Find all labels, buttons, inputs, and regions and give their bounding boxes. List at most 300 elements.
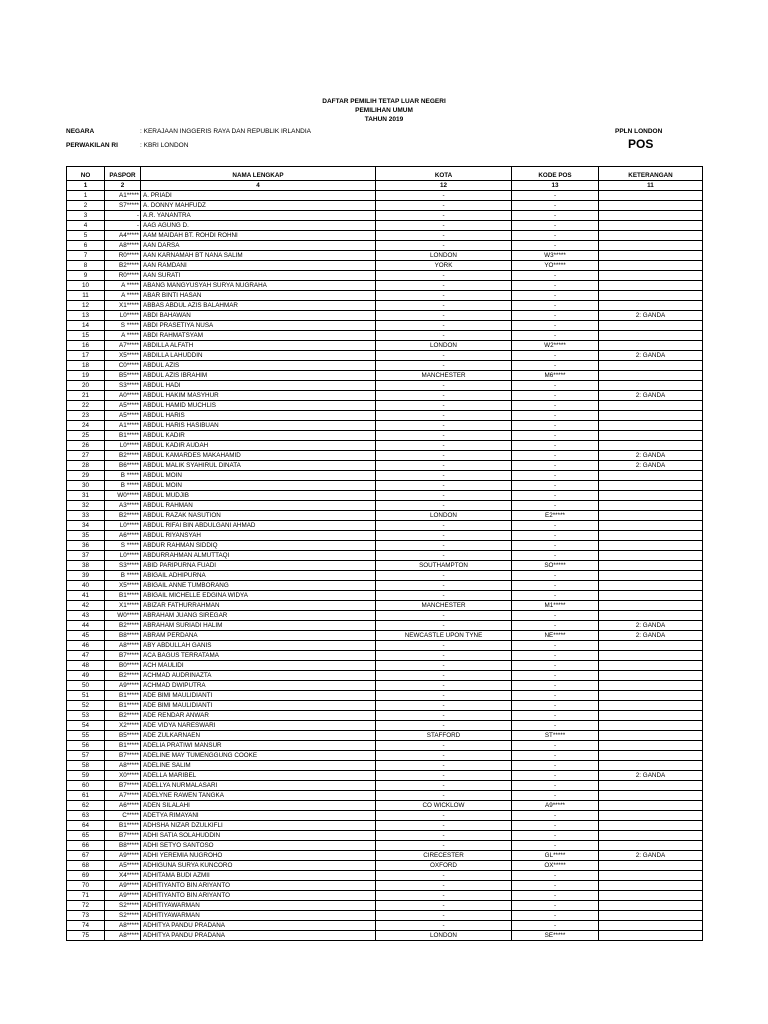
table-row (67, 791, 703, 801)
cell-paspor: A6***** (105, 801, 141, 811)
cell-keterangan (599, 691, 703, 701)
table-row (67, 331, 703, 341)
table-row (67, 851, 703, 861)
cell-nama: ABDUL HARIS (141, 411, 376, 421)
table-row (67, 461, 703, 471)
negara-label: NEGARA (66, 128, 95, 135)
cell-no: 60 (67, 781, 105, 791)
cell-kota: - (376, 521, 512, 531)
cell-paspor: B1***** (105, 701, 141, 711)
cell-no: 18 (67, 361, 105, 371)
cell-nama: ADELINE MAY TUMENGGUNG COOKE (141, 751, 376, 761)
cell-paspor: B2***** (105, 261, 141, 271)
cell-no: 66 (67, 841, 105, 851)
cell-nama: AAG AGUNG D. (141, 221, 376, 231)
cell-paspor: A5***** (105, 401, 141, 411)
cell-keterangan (599, 601, 703, 611)
cell-no: 13 (67, 311, 105, 321)
cell-paspor: A9***** (105, 681, 141, 691)
cell-no: 44 (67, 621, 105, 631)
cell-kota: - (376, 241, 512, 251)
table-row (67, 351, 703, 361)
cell-kode-pos: - (512, 531, 599, 541)
cell-keterangan (599, 731, 703, 741)
cell-nama: ADHITIYAWARMAN (141, 911, 376, 921)
cell-no: 49 (67, 671, 105, 681)
cell-keterangan (599, 591, 703, 601)
cell-no: 63 (67, 811, 105, 821)
cell-kode-pos: - (512, 751, 599, 761)
column-number: 11 (599, 181, 703, 191)
cell-no: 8 (67, 261, 105, 271)
cell-no: 16 (67, 341, 105, 351)
cell-no: 74 (67, 921, 105, 931)
cell-kota: - (376, 231, 512, 241)
cell-keterangan (599, 341, 703, 351)
table-row (67, 811, 703, 821)
table-row (67, 731, 703, 741)
cell-kode-pos: - (512, 481, 599, 491)
cell-paspor: B8***** (105, 631, 141, 641)
cell-kota: - (376, 271, 512, 281)
cell-paspor: X4***** (105, 871, 141, 881)
title-line-2: PEMILIHAN UMUM (355, 107, 413, 114)
cell-keterangan: 2: GANDA (599, 771, 703, 781)
cell-kota: STAFFORD (376, 731, 512, 741)
cell-kota: - (376, 781, 512, 791)
cell-kode-pos: - (512, 191, 599, 201)
cell-nama: ABDUL HARIS HASIBUAN (141, 421, 376, 431)
table-row (67, 871, 703, 881)
cell-keterangan: 2: GANDA (599, 451, 703, 461)
cell-nama: ACH MAULIDI (141, 661, 376, 671)
cell-keterangan (599, 231, 703, 241)
cell-keterangan (599, 841, 703, 851)
cell-kode-pos: NE***** (512, 631, 599, 641)
cell-keterangan (599, 411, 703, 421)
cell-nama: ABDUL MOIN (141, 481, 376, 491)
cell-no: 68 (67, 861, 105, 871)
cell-keterangan (599, 521, 703, 531)
cell-paspor: B ***** (105, 571, 141, 581)
cell-kode-pos: - (512, 411, 599, 421)
cell-kota: - (376, 691, 512, 701)
column-number: 1 (67, 181, 105, 191)
cell-kode-pos: - (512, 461, 599, 471)
cell-no: 46 (67, 641, 105, 651)
cell-no: 53 (67, 711, 105, 721)
cell-nama: ABBAS ABDUL AZIS BALAHMAR (141, 301, 376, 311)
cell-nama: ADE BIMI MAULIDIANTI (141, 701, 376, 711)
cell-nama: ADHI YEREMIA NUGROHO (141, 851, 376, 861)
column-number: 13 (512, 181, 599, 191)
cell-kode-pos: - (512, 611, 599, 621)
table-row (67, 761, 703, 771)
cell-no: 64 (67, 821, 105, 831)
table-row (67, 431, 703, 441)
cell-keterangan (599, 511, 703, 521)
cell-no: 26 (67, 441, 105, 451)
cell-kota: - (376, 531, 512, 541)
cell-nama: ABDI PRASETIYA NUSA (141, 321, 376, 331)
cell-kode-pos: - (512, 281, 599, 291)
cell-keterangan (599, 401, 703, 411)
cell-paspor: L0***** (105, 441, 141, 451)
cell-nama: ABDUL AZIS IBRAHIM (141, 371, 376, 381)
cell-kota: - (376, 421, 512, 431)
cell-keterangan (599, 581, 703, 591)
cell-kode-pos: A9***** (512, 801, 599, 811)
cell-kode-pos: - (512, 301, 599, 311)
cell-no: 56 (67, 741, 105, 751)
table-row (67, 751, 703, 761)
cell-keterangan (599, 571, 703, 581)
cell-keterangan (599, 471, 703, 481)
cell-no: 21 (67, 391, 105, 401)
cell-kota: LONDON (376, 511, 512, 521)
cell-no: 47 (67, 651, 105, 661)
cell-no: 37 (67, 551, 105, 561)
cell-nama: ABIGAIL MICHELLE EDGINA WIDYA (141, 591, 376, 601)
table-row (67, 311, 703, 321)
cell-keterangan (599, 751, 703, 761)
cell-paspor: S2***** (105, 901, 141, 911)
cell-paspor: B1***** (105, 741, 141, 751)
cell-kode-pos: - (512, 821, 599, 831)
cell-no: 40 (67, 581, 105, 591)
table-row (67, 921, 703, 931)
cell-no: 38 (67, 561, 105, 571)
cell-kota: - (376, 471, 512, 481)
cell-paspor: B1***** (105, 431, 141, 441)
cell-keterangan (599, 261, 703, 271)
cell-no: 11 (67, 291, 105, 301)
cell-paspor: L0***** (105, 551, 141, 561)
cell-kota: CIRECESTER (376, 851, 512, 861)
cell-nama: ADHITAMA BUDI AZMII (141, 871, 376, 881)
table-row (67, 691, 703, 701)
cell-paspor: X1***** (105, 301, 141, 311)
cell-kode-pos: - (512, 431, 599, 441)
column-header-kota: KOTA (376, 167, 512, 181)
table-row (67, 271, 703, 281)
table-row (67, 201, 703, 211)
cell-keterangan (599, 871, 703, 881)
cell-kode-pos: - (512, 311, 599, 321)
cell-kota: - (376, 441, 512, 451)
cell-no: 4 (67, 221, 105, 231)
cell-paspor: A ***** (105, 331, 141, 341)
table-row (67, 671, 703, 681)
cell-nama: ABDUL KADIR AUDAH (141, 441, 376, 451)
cell-no: 65 (67, 831, 105, 841)
cell-paspor: A9***** (105, 881, 141, 891)
cell-paspor: A6***** (105, 531, 141, 541)
cell-keterangan (599, 491, 703, 501)
table-row (67, 801, 703, 811)
cell-nama: A.R. YANANTRA (141, 211, 376, 221)
cell-keterangan (599, 611, 703, 621)
cell-paspor: A9***** (105, 851, 141, 861)
cell-paspor: A3***** (105, 501, 141, 511)
cell-paspor: S3***** (105, 561, 141, 571)
cell-nama: A. DONNY MAHFUDZ (141, 201, 376, 211)
cell-keterangan: 2: GANDA (599, 461, 703, 471)
cell-kota: - (376, 451, 512, 461)
cell-kota: - (376, 221, 512, 231)
cell-kota: - (376, 831, 512, 841)
cell-no: 35 (67, 531, 105, 541)
table-row (67, 441, 703, 451)
cell-nama: ACHMAD AUDRINAZTA (141, 671, 376, 681)
cell-nama: ABDI BAHAWAN (141, 311, 376, 321)
cell-kota: - (376, 431, 512, 441)
cell-kode-pos: - (512, 291, 599, 301)
cell-nama: ABAR BINTI HASAN (141, 291, 376, 301)
cell-paspor: - (105, 221, 141, 231)
cell-kota: - (376, 401, 512, 411)
cell-no: 50 (67, 681, 105, 691)
cell-kode-pos: - (512, 811, 599, 821)
cell-kota: - (376, 361, 512, 371)
cell-kota: LONDON (376, 931, 512, 941)
cell-kode-pos: - (512, 201, 599, 211)
table-row (67, 481, 703, 491)
cell-no: 54 (67, 721, 105, 731)
cell-no: 39 (67, 571, 105, 581)
cell-nama: ABDUL HAMID MUCHLIS (141, 401, 376, 411)
cell-paspor: B5***** (105, 731, 141, 741)
table-row (67, 371, 703, 381)
cell-keterangan (599, 271, 703, 281)
cell-paspor: S3***** (105, 381, 141, 391)
column-number: 4 (141, 181, 376, 191)
cell-nama: AAN DARSA (141, 241, 376, 251)
cell-no: 43 (67, 611, 105, 621)
table-row (67, 231, 703, 241)
cell-kode-pos: - (512, 921, 599, 931)
cell-paspor: A ***** (105, 291, 141, 301)
cell-kota: - (376, 871, 512, 881)
table-row (67, 501, 703, 511)
cell-keterangan (599, 381, 703, 391)
cell-keterangan (599, 811, 703, 821)
cell-paspor: A8***** (105, 921, 141, 931)
cell-kota: - (376, 291, 512, 301)
cell-keterangan (599, 801, 703, 811)
cell-keterangan (599, 931, 703, 941)
column-header-paspor: PASPOR (105, 167, 141, 181)
cell-kota: LONDON (376, 341, 512, 351)
cell-no: 41 (67, 591, 105, 601)
title-line-3: TAHUN 2019 (364, 116, 404, 123)
cell-kode-pos: - (512, 641, 599, 651)
cell-kode-pos: - (512, 241, 599, 251)
cell-keterangan (599, 821, 703, 831)
cell-keterangan (599, 221, 703, 231)
table-row (67, 491, 703, 501)
cell-paspor: A8***** (105, 931, 141, 941)
cell-no: 3 (67, 211, 105, 221)
cell-nama: ABRAHAM SURIADI HALIM (141, 621, 376, 631)
table-row (67, 401, 703, 411)
cell-kota: - (376, 821, 512, 831)
cell-kode-pos: - (512, 761, 599, 771)
cell-kode-pos: - (512, 501, 599, 511)
cell-kota: OXFORD (376, 861, 512, 871)
cell-keterangan (599, 301, 703, 311)
cell-kode-pos: - (512, 231, 599, 241)
cell-no: 5 (67, 231, 105, 241)
cell-nama: ABDILLA ALFATH (141, 341, 376, 351)
cell-nama: ABDILLA LAHUDDIN (141, 351, 376, 361)
cell-nama: ABDUL HADI (141, 381, 376, 391)
cell-no: 52 (67, 701, 105, 711)
cell-keterangan (599, 191, 703, 201)
cell-kota: YORK (376, 261, 512, 271)
table-row (67, 831, 703, 841)
cell-keterangan (599, 531, 703, 541)
cell-kode-pos: - (512, 831, 599, 841)
cell-kode-pos: W3***** (512, 251, 599, 261)
cell-kode-pos: - (512, 351, 599, 361)
cell-paspor: B7***** (105, 651, 141, 661)
cell-keterangan (599, 701, 703, 711)
cell-paspor: X2***** (105, 721, 141, 731)
cell-nama: ACHMAD DWIPUTRA (141, 681, 376, 691)
pos-label: POS (628, 137, 654, 151)
cell-paspor: B1***** (105, 591, 141, 601)
cell-kode-pos: M6***** (512, 371, 599, 381)
cell-keterangan: 2: GANDA (599, 851, 703, 861)
cell-keterangan: 2: GANDA (599, 391, 703, 401)
cell-kode-pos: ST***** (512, 731, 599, 741)
table-row (67, 891, 703, 901)
perwakilan-value: : KBRI LONDON (140, 142, 189, 149)
cell-keterangan (599, 251, 703, 261)
cell-kode-pos: GL***** (512, 851, 599, 861)
cell-kode-pos: - (512, 211, 599, 221)
cell-no: 57 (67, 751, 105, 761)
cell-no: 22 (67, 401, 105, 411)
cell-paspor: L0***** (105, 311, 141, 321)
cell-kode-pos: - (512, 401, 599, 411)
cell-no: 45 (67, 631, 105, 641)
cell-kode-pos: - (512, 841, 599, 851)
cell-kota: - (376, 481, 512, 491)
cell-paspor: B7***** (105, 781, 141, 791)
cell-kode-pos: SO***** (512, 561, 599, 571)
cell-kota: - (376, 611, 512, 621)
cell-no: 71 (67, 891, 105, 901)
cell-keterangan (599, 441, 703, 451)
table-row (67, 881, 703, 891)
cell-nama: ADHITIYANTO BIN ARIYANTO (141, 881, 376, 891)
cell-kota: - (376, 651, 512, 661)
cell-no: 58 (67, 761, 105, 771)
cell-no: 73 (67, 911, 105, 921)
cell-kode-pos: M1***** (512, 601, 599, 611)
table-row (67, 711, 703, 721)
cell-paspor: C0***** (105, 361, 141, 371)
column-number: 12 (376, 181, 512, 191)
title-line-1: DAFTAR PEMILIH TETAP LUAR NEGERI (322, 98, 446, 105)
cell-kota: - (376, 711, 512, 721)
cell-kota: - (376, 331, 512, 341)
cell-paspor: B2***** (105, 511, 141, 521)
cell-no: 19 (67, 371, 105, 381)
cell-nama: ABDUL MALIK SYAHIRUL DINATA (141, 461, 376, 471)
column-header-no: NO (67, 167, 105, 181)
cell-kota: - (376, 201, 512, 211)
cell-kode-pos: - (512, 471, 599, 481)
table-row (67, 581, 703, 591)
cell-keterangan: 2: GANDA (599, 621, 703, 631)
cell-kota: - (376, 811, 512, 821)
cell-kota: - (376, 841, 512, 851)
cell-keterangan (599, 901, 703, 911)
table-row (67, 391, 703, 401)
cell-nama: ABRAHAM JUANG SIREGAR (141, 611, 376, 621)
cell-paspor: A0***** (105, 391, 141, 401)
cell-kode-pos: - (512, 591, 599, 601)
cell-no: 20 (67, 381, 105, 391)
cell-keterangan (599, 281, 703, 291)
cell-kode-pos: - (512, 451, 599, 461)
cell-no: 69 (67, 871, 105, 881)
cell-nama: ADE ZULKARNAEN (141, 731, 376, 741)
cell-keterangan (599, 761, 703, 771)
cell-paspor: B7***** (105, 751, 141, 761)
cell-keterangan (599, 241, 703, 251)
cell-nama: ABDUL KADIR (141, 431, 376, 441)
cell-kode-pos: - (512, 791, 599, 801)
cell-no: 23 (67, 411, 105, 421)
cell-kota: - (376, 621, 512, 631)
cell-paspor: R0***** (105, 251, 141, 261)
table-row (67, 191, 703, 201)
table-row (67, 471, 703, 481)
cell-no: 29 (67, 471, 105, 481)
cell-kota: SOUTHAMPTON (376, 561, 512, 571)
table-row (67, 521, 703, 531)
cell-no: 42 (67, 601, 105, 611)
cell-paspor: A9***** (105, 891, 141, 901)
cell-keterangan (599, 561, 703, 571)
cell-paspor: B2***** (105, 711, 141, 721)
cell-kode-pos: - (512, 781, 599, 791)
cell-no: 51 (67, 691, 105, 701)
cell-kode-pos: - (512, 521, 599, 531)
cell-paspor: B ***** (105, 481, 141, 491)
cell-kode-pos: - (512, 621, 599, 631)
cell-keterangan (599, 661, 703, 671)
cell-nama: ADELYNE RAWEN TANGKA (141, 791, 376, 801)
cell-kode-pos: SE***** (512, 931, 599, 941)
table-row (67, 251, 703, 261)
cell-nama: ABDUL RAZAK NASUTION (141, 511, 376, 521)
cell-kode-pos: - (512, 271, 599, 281)
cell-kota: - (376, 381, 512, 391)
cell-paspor: B6***** (105, 461, 141, 471)
cell-no: 2 (67, 201, 105, 211)
cell-paspor: S ***** (105, 541, 141, 551)
cell-kota: - (376, 551, 512, 561)
cell-paspor: A7***** (105, 341, 141, 351)
cell-kota: - (376, 301, 512, 311)
cell-no: 61 (67, 791, 105, 801)
cell-kota: LONDON (376, 251, 512, 261)
